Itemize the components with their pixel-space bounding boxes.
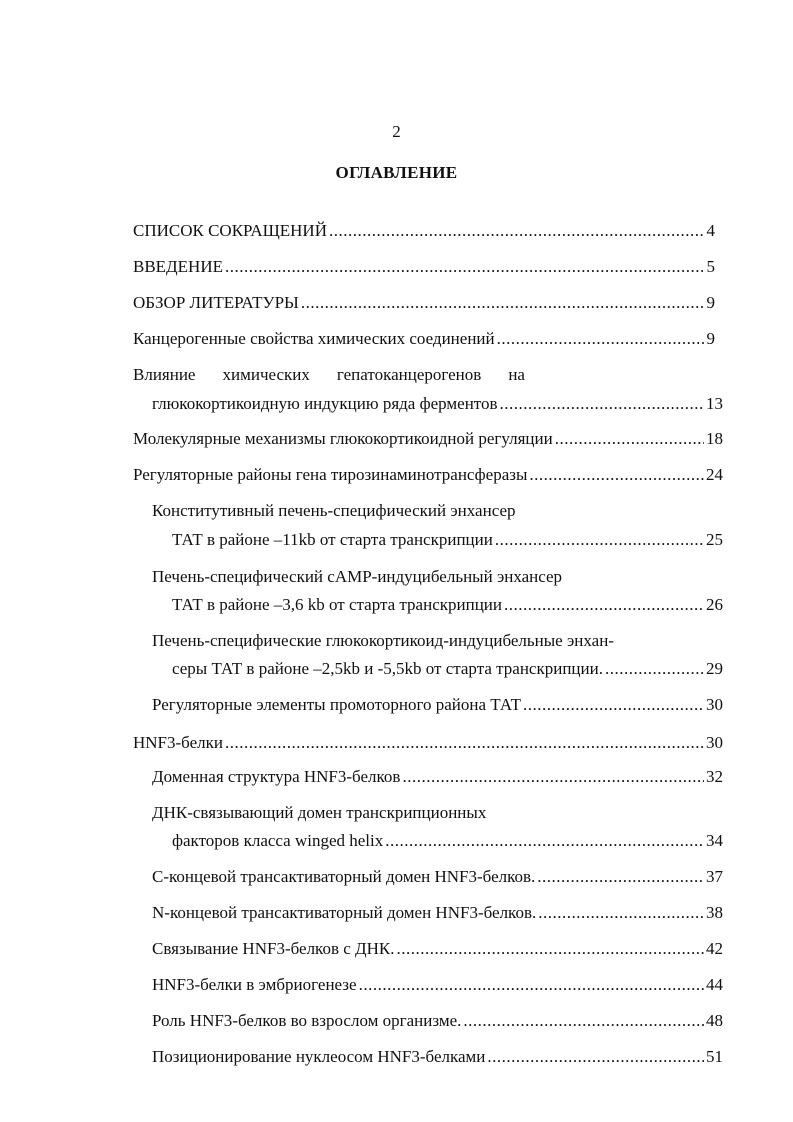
toc-leader-dots xyxy=(397,939,705,959)
toc-entry-adult-organism[interactable] xyxy=(152,1011,723,1031)
toc-leader-dots xyxy=(500,394,704,414)
toc-entry-label: ВВЕДЕНИЕ xyxy=(133,257,223,276)
toc-entry-glucocorticoid-enhancers-line1[interactable] xyxy=(152,631,614,651)
toc-entry-page: 30 xyxy=(706,733,723,752)
toc-entry-page: 13 xyxy=(706,394,723,413)
toc-entry-n-terminal-domain[interactable] xyxy=(152,903,723,923)
toc-entry-page: 44 xyxy=(706,975,723,994)
toc-entry-label: Молекулярные механизмы глюкокортикоидной регуляции xyxy=(133,429,553,448)
toc-entry-label: Печень-специфические глюкокортикоид-индуцибельные энхан- xyxy=(152,631,614,650)
toc-entry-page: 37 xyxy=(706,867,723,886)
toc-entry-label: ТАТ в районе –3,6 kb от старта транскрипции xyxy=(172,595,502,614)
toc-entry-label: Связывание HNF3-белков с ДНК. xyxy=(152,939,395,958)
toc-leader-dots xyxy=(495,530,704,550)
toc-leader-dots xyxy=(537,867,704,887)
toc-entry-nucleosome-positioning[interactable] xyxy=(152,1047,723,1067)
toc-entry-hepatocarcinogens[interactable] xyxy=(152,394,723,414)
toc-leader-dots xyxy=(359,975,704,995)
toc-entry-label: серы ТАТ в районе –2,5kb и -5,5kb от старта транскрипции. xyxy=(172,659,603,678)
toc-entry-page: 32 xyxy=(706,767,723,786)
toc-word: гепатоканцерогенов xyxy=(336,365,482,384)
toc-leader-dots xyxy=(487,1047,704,1067)
toc-entry-label: Доменная структура HNF3-белков xyxy=(152,767,401,786)
toc-leader-dots xyxy=(497,329,705,349)
toc-entry-page: 51 xyxy=(706,1047,723,1066)
toc-word: химических xyxy=(222,365,310,384)
toc-entry-label: Печень-специфический cAMP-индуцибельный энхансер xyxy=(152,567,563,586)
toc-title: ОГЛАВЛЕНИЕ xyxy=(335,163,458,182)
toc-leader-dots xyxy=(523,695,704,715)
toc-entry-page: 30 xyxy=(706,695,723,714)
toc-entry-hnf3-proteins[interactable] xyxy=(133,733,723,753)
toc-entry-page: 29 xyxy=(706,659,723,678)
toc-entry-label: Роль HNF3-белков во взрослом организме. xyxy=(152,1011,462,1030)
toc-entry-camp-enhancer[interactable] xyxy=(172,595,723,615)
toc-entry-page: 18 xyxy=(706,429,723,448)
toc-entry-introduction[interactable] xyxy=(133,257,715,277)
toc-entry-page: 25 xyxy=(706,530,723,549)
toc-entry-label: СПИСОК СОКРАЩЕНИЙ xyxy=(133,221,327,240)
toc-entry-page: 48 xyxy=(706,1011,723,1030)
toc-entry-page: 24 xyxy=(706,465,723,484)
toc-entry-dna-binding-domain-line1[interactable] xyxy=(152,803,486,823)
toc-leader-dots xyxy=(504,595,704,615)
toc-word: Влияние xyxy=(133,365,196,384)
toc-leader-dots xyxy=(301,293,705,313)
toc-entry-label: факторов класса winged helix xyxy=(172,831,384,850)
toc-entry-dna-binding-domain[interactable] xyxy=(172,831,723,851)
toc-leader-dots xyxy=(538,903,704,923)
toc-entry-label: глюкокортикоидную индукцию ряда ферментов xyxy=(152,394,498,413)
toc-leader-dots xyxy=(529,465,704,485)
toc-entry-page: 4 xyxy=(706,221,715,240)
toc-entry-label: ДНК-связывающий домен транскрипционных xyxy=(152,803,487,822)
toc-entry-label: С-концевой трансактиваторный домен HNF3-белков. xyxy=(152,867,536,886)
toc-entry-page: 5 xyxy=(706,257,715,276)
toc-entry-page: 38 xyxy=(706,903,723,922)
toc-leader-dots xyxy=(555,429,704,449)
toc-leader-dots xyxy=(329,221,705,241)
toc-entry-carcinogenic-properties[interactable] xyxy=(133,329,715,349)
toc-leader-dots xyxy=(225,733,704,753)
toc-entry-page: 26 xyxy=(706,595,723,614)
toc-entry-label: Канцерогенные свойства химических соединений xyxy=(133,329,495,348)
toc-entry-page: 9 xyxy=(706,293,715,312)
toc-entry-molecular-mechanisms[interactable] xyxy=(133,429,723,449)
toc-entry-page: 34 xyxy=(706,831,723,850)
toc-entry-dna-binding[interactable] xyxy=(152,939,723,959)
toc-entry-abbreviations[interactable] xyxy=(133,221,715,241)
toc-entry-page: 42 xyxy=(706,939,723,958)
toc-entry-label: ТАТ в районе –11kb от старта транскрипции xyxy=(172,530,493,549)
toc-entry-camp-enhancer-line1[interactable] xyxy=(152,567,562,587)
toc-entry-label: Регуляторные элементы промоторного района ТАТ xyxy=(152,695,521,714)
toc-entry-label: Позиционирование нуклеосом HNF3-белками xyxy=(152,1047,486,1066)
toc-entry-label: ОБЗОР ЛИТЕРАТУРЫ xyxy=(133,293,299,312)
page-number: 2 xyxy=(392,122,401,141)
toc-entry-literature-review[interactable] xyxy=(133,293,715,313)
toc-entry-page: 9 xyxy=(706,329,715,348)
toc-entry-hepatocarcinogens-line1[interactable] xyxy=(133,365,525,385)
toc-entry-promoter-elements[interactable] xyxy=(152,695,723,715)
toc-entry-label: HNF3-белки в эмбриогенезе xyxy=(152,975,357,994)
toc-entry-regulatory-regions[interactable] xyxy=(133,465,723,485)
toc-leader-dots xyxy=(402,767,704,787)
toc-leader-dots xyxy=(463,1011,704,1031)
toc-entry-c-terminal-domain[interactable] xyxy=(152,867,723,887)
toc-entry-label: Регуляторные районы гена тирозинаминотрансферазы xyxy=(133,465,528,484)
toc-entry-label: Конститутивный печень-специфический энхансер xyxy=(152,501,516,520)
toc-entry-constitutive-enhancer[interactable] xyxy=(172,530,723,550)
toc-entry-embryogenesis[interactable] xyxy=(152,975,723,995)
toc-entry-glucocorticoid-enhancers[interactable] xyxy=(172,659,723,679)
toc-word: на xyxy=(508,365,525,384)
toc-entry-domain-structure[interactable] xyxy=(152,767,723,787)
toc-leader-dots xyxy=(385,831,704,851)
toc-leader-dots xyxy=(605,659,704,679)
toc-leader-dots xyxy=(225,257,705,277)
toc-entry-label: HNF3-белки xyxy=(133,733,223,752)
toc-entry-constitutive-enhancer-line1[interactable] xyxy=(152,501,516,521)
toc-entry-label: N-концевой трансактиваторный домен HNF3-белков. xyxy=(152,903,537,922)
